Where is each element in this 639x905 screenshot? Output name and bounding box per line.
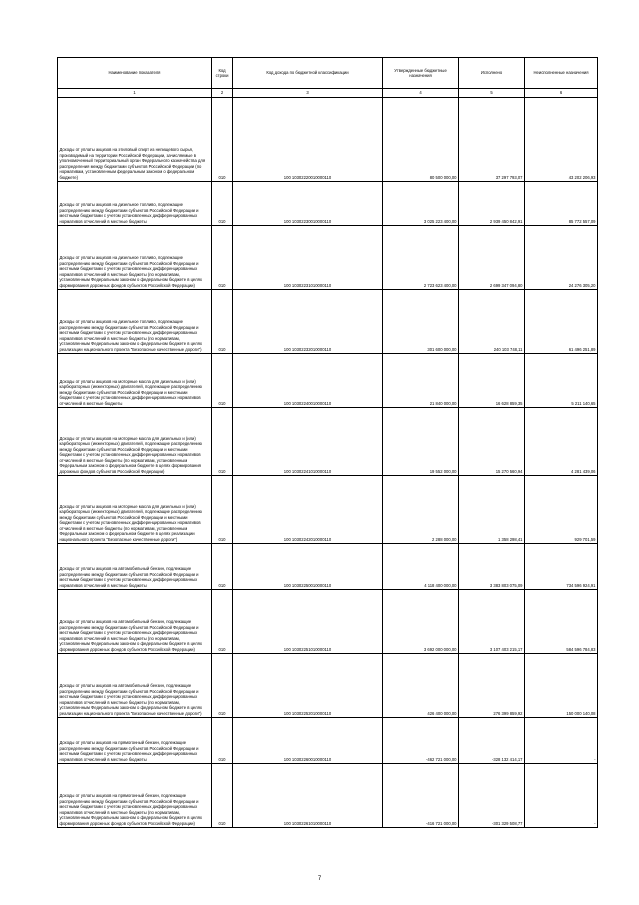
- column-number: 3: [233, 89, 383, 98]
- row-executed-cell: 16 628 859,35: [459, 354, 525, 408]
- row-unexecuted-cell: 24 276 305,20: [525, 226, 598, 290]
- column-number: 2: [212, 89, 233, 98]
- row-kbk-cell: 100 10302231010000110: [233, 226, 383, 290]
- table-body: [58, 98, 598, 828]
- column-header-approved: Утвержденные бюджетные назначения: [383, 58, 459, 89]
- row-executed-cell: 276 399 859,92: [459, 654, 525, 718]
- column-header-executed: Исполнено: [459, 58, 525, 89]
- table-row: [58, 290, 598, 354]
- row-kbk-cell: 100 10302230010000110: [233, 182, 383, 226]
- row-name-cell: Доходы от уплаты акцизов на прямогонный бензин, подлежащие распределению между бюджетами субъектов Российской Федерации и местными бюджетами с учетом установленных дифференцированных нормативов отчислений в местные бюджеты: [58, 718, 212, 764]
- row-kbk-cell: 100 10302260010000110: [233, 718, 383, 764]
- row-approved-cell: 3 025 223 400,00: [383, 182, 459, 226]
- row-executed-cell: 3 383 803 075,09: [459, 544, 525, 590]
- column-header-unexecuted: Неисполненные назначения: [525, 58, 598, 89]
- row-name-cell: Доходы от уплаты акцизов на прямогонный бензин, подлежащие распределению между бюджетами субъектов Российской Федерации и местными бюджетами с учетом установленных дифференцированных нормативов отчислений в местные бюджеты (по нормативам, установленным Федеральным законом о федеральном бюджете в целях формирования дорожных фондов субъектов Российской Федерации): [58, 764, 212, 828]
- row-name-cell: Доходы от уплаты акцизов на этиловый спирт из непищевого сырья, производимый на территории Российской Федерации, зачисляемые в уполномоченный территориальный орган Федерального казначейства для распределения между бюджетами субъектов Российской Федерации (по нормативам, установленным федеральным законом о федеральном бюджете): [58, 98, 212, 182]
- row-name-cell: Доходы от уплаты акцизов на дизельное топливо, подлежащие распределению между бюджетами субъектов Российской Федерации и местными бюджетами с учетом установленных дифференцированных нормативов отчислений в местные бюджеты (по нормативам, установленным Федеральным законом о федеральном бюджете в целях формирования дорожных фондов субъектов Российской Федерации): [58, 226, 212, 290]
- table-row: [58, 718, 598, 764]
- row-kbk-cell: 100 10302250010000110: [233, 544, 383, 590]
- row-kbk-cell: 100 10302240010000110: [233, 354, 383, 408]
- row-executed-cell: -301 329 508,77: [459, 764, 525, 828]
- table-row: [58, 590, 598, 654]
- row-executed-cell: 2 939 450 842,91: [459, 182, 525, 226]
- row-kbk-cell: 100 10302241010000110: [233, 408, 383, 476]
- row-code-cell: 010: [212, 354, 233, 408]
- row-unexecuted-cell: 85 772 557,09: [525, 182, 598, 226]
- row-unexecuted-cell: 734 596 924,91: [525, 544, 598, 590]
- row-name-cell: Доходы от уплаты акцизов на моторные масла для дизельных и (или) карбюраторных (инжекторных) двигателей, подлежащие распределению между бюджетами субъектов Российской Федерации и местными бюджетами с учетом установленных дифференцированных нормативов отчислений в местные бюджеты (по нормативам, установленным Федеральным законом о федеральном бюджете в целях реализации национального проекта "Безопасные качественные дороги"): [58, 476, 212, 544]
- row-name-cell: Доходы от уплаты акцизов на автомобильный бензин, подлежащие распределению между бюджетами субъектов Российской Федерации и местными бюджетами с учетом установленных дифференцированных нормативов отчислений в местные бюджеты: [58, 544, 212, 590]
- row-unexecuted-cell: 4 281 439,06: [525, 408, 598, 476]
- row-name-cell: Доходы от уплаты акцизов на моторные масла для дизельных и (или) карбюраторных (инжекторных) двигателей, подлежащие распределению между бюджетами субъектов Российской Федерации и местными бюджетами с учетом установленных дифференцированных нормативов отчислений в местные бюджеты (по нормативам, установленным Федеральным законом о федеральном бюджете в целях формирования дорожных фондов субъектов Российской Федерации): [58, 408, 212, 476]
- row-unexecuted-cell: 43 202 206,93: [525, 98, 598, 182]
- row-code-cell: 010: [212, 654, 233, 718]
- row-kbk-cell: 100 10302251010000110: [233, 590, 383, 654]
- row-code-cell: 010: [212, 98, 233, 182]
- row-name-cell: Доходы от уплаты акцизов на дизельное топливо, подлежащие распределению между бюджетами субъектов Российской Федерации и местными бюджетами с учетом установленных дифференцированных нормативов отчислений в местные бюджеты: [58, 182, 212, 226]
- table-row: [58, 544, 598, 590]
- row-unexecuted-cell: 584 596 784,83: [525, 590, 598, 654]
- row-name-cell: Доходы от уплаты акцизов на дизельное топливо, подлежащие распределению между бюджетами субъектов Российской Федерации и местными бюджетами с учетом установленных дифференцированных нормативов отчислений в местные бюджеты (по нормативам, установленным Федеральным законом о федеральном бюджете в целях реализации национального проекта "Безопасные качественные дороги"): [58, 290, 212, 354]
- row-approved-cell: 19 552 000,00: [383, 408, 459, 476]
- row-executed-cell: 15 270 560,94: [459, 408, 525, 476]
- row-approved-cell: 2 288 000,00: [383, 476, 459, 544]
- column-number: 1: [58, 89, 212, 98]
- row-name-cell: Доходы от уплаты акцизов на автомобильный бензин, подлежащие распределению между бюджетами субъектов Российской Федерации и местными бюджетами с учетом установленных дифференцированных нормативов отчислений в местные бюджеты (по нормативам, установленным Федеральным законом о федеральном бюджете в целях реализации национального проекта "Безопасные качественные дороги"): [58, 654, 212, 718]
- row-approved-cell: 301 600 000,00: [383, 290, 459, 354]
- row-executed-cell: 37 297 793,07: [459, 98, 525, 182]
- table-row: [58, 408, 598, 476]
- row-approved-cell: 4 118 400 000,00: [383, 544, 459, 590]
- row-approved-cell: -462 721 000,00: [383, 718, 459, 764]
- row-approved-cell: 2 723 623 400,00: [383, 226, 459, 290]
- row-unexecuted-cell: 5 211 140,65: [525, 354, 598, 408]
- row-unexecuted-cell: -: [525, 718, 598, 764]
- row-code-cell: 010: [212, 408, 233, 476]
- column-header-code: Код строки: [212, 58, 233, 89]
- row-unexecuted-cell: 150 000 140,08: [525, 654, 598, 718]
- row-kbk-cell: 100 10302261010000110: [233, 764, 383, 828]
- page-number: 7: [317, 876, 322, 882]
- row-approved-cell: 426 400 000,00: [383, 654, 459, 718]
- table-row: [58, 654, 598, 718]
- row-executed-cell: 1 358 298,41: [459, 476, 525, 544]
- column-number-row: [58, 89, 598, 98]
- row-unexecuted-cell: -: [525, 764, 598, 828]
- row-kbk-cell: 100 10302242010000110: [233, 476, 383, 544]
- row-kbk-cell: 100 10302232010000110: [233, 290, 383, 354]
- row-kbk-cell: 100 10302252010000110: [233, 654, 383, 718]
- column-header-name: Наименование показателя: [58, 58, 212, 89]
- row-executed-cell: 3 107 403 215,17: [459, 590, 525, 654]
- row-code-cell: 010: [212, 544, 233, 590]
- row-kbk-cell: 100 10302220010000110: [233, 98, 383, 182]
- row-code-cell: 010: [212, 182, 233, 226]
- row-approved-cell: 21 840 000,00: [383, 354, 459, 408]
- table-row: [58, 226, 598, 290]
- column-number: 5: [459, 89, 525, 98]
- table-row: [58, 476, 598, 544]
- row-unexecuted-cell: 929 701,59: [525, 476, 598, 544]
- row-code-cell: 010: [212, 476, 233, 544]
- row-name-cell: Доходы от уплаты акцизов на моторные масла для дизельных и (или) карбюраторных (инжекторных) двигателей, подлежащие распределению между бюджетами субъектов Российской Федерации и местными бюджетами с учетом установленных дифференцированных нормативов отчислений в местные бюджеты: [58, 354, 212, 408]
- row-executed-cell: -328 132 414,17: [459, 718, 525, 764]
- row-code-cell: 010: [212, 718, 233, 764]
- row-code-cell: 010: [212, 226, 233, 290]
- row-executed-cell: 2 699 347 094,80: [459, 226, 525, 290]
- table-row: [58, 764, 598, 828]
- table-row: [58, 182, 598, 226]
- row-approved-cell: 80 500 000,00: [383, 98, 459, 182]
- row-approved-cell: 3 692 000 000,00: [383, 590, 459, 654]
- row-name-cell: Доходы от уплаты акцизов на автомобильный бензин, подлежащие распределению между бюджетами субъектов Российской Федерации и местными бюджетами с учетом установленных дифференцированных нормативов отчислений в местные бюджеты (по нормативам, установленным Федеральным законом о федеральном бюджете в целях формирования дорожных фондов субъектов Российской Федерации): [58, 590, 212, 654]
- row-approved-cell: -416 721 000,00: [383, 764, 459, 828]
- table-row: [58, 98, 598, 182]
- row-code-cell: 010: [212, 764, 233, 828]
- table-header-row: [58, 58, 598, 89]
- row-code-cell: 010: [212, 590, 233, 654]
- column-header-kbk: Код дохода по бюджетной классификации: [233, 58, 383, 89]
- column-number: 4: [383, 89, 459, 98]
- budget-execution-table: [57, 57, 598, 828]
- row-executed-cell: 240 103 748,11: [459, 290, 525, 354]
- row-code-cell: 010: [212, 290, 233, 354]
- row-unexecuted-cell: 61 496 251,89: [525, 290, 598, 354]
- table-row: [58, 354, 598, 408]
- column-number: 6: [525, 89, 598, 98]
